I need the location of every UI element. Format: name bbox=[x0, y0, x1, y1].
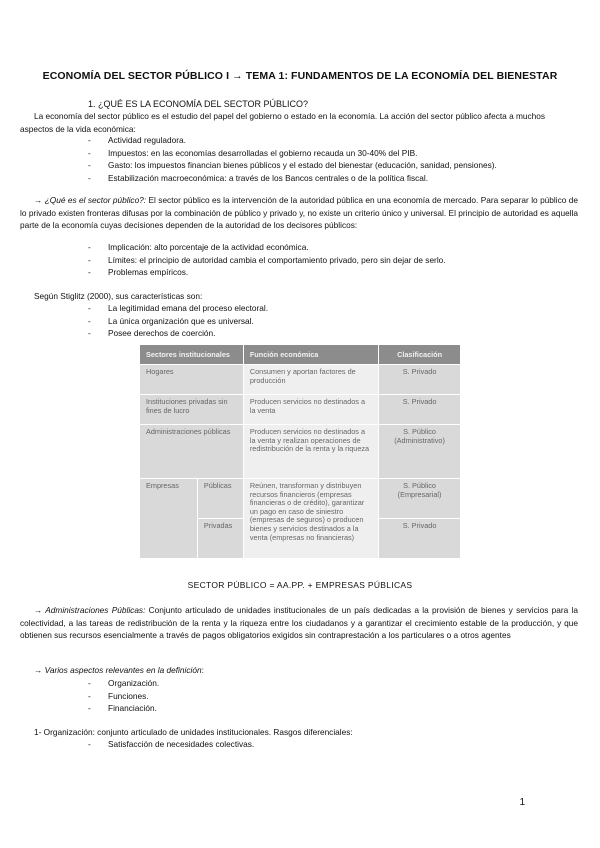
stiglitz-intro: Según Stiglitz (2000), sus características son: bbox=[34, 291, 203, 301]
table-row bbox=[140, 425, 461, 479]
list-item: - Estabilización macroeconómica: a través de los Bancos centrales o de la política fiscal. bbox=[88, 172, 429, 183]
table-cell: Instituciones privadas sin fines de lucro bbox=[140, 395, 244, 425]
table-cell: Administraciones públicas bbox=[140, 425, 244, 479]
column-header: Sectores institucionales bbox=[140, 345, 244, 365]
list-item: - Financiación. bbox=[88, 703, 157, 713]
document-title: ECONOMÍA DEL SECTOR PÚBLICO I → TEMA 1: FUNDAMENTOS DE LA ECONOMÍA DEL BIENESTAR bbox=[42, 70, 558, 82]
column-header: Clasificación bbox=[379, 345, 461, 365]
table-cell: Empresas bbox=[140, 479, 198, 559]
table-row bbox=[140, 395, 461, 425]
list-item: - Organización. bbox=[88, 678, 160, 688]
table-cell: Públicas bbox=[197, 479, 243, 519]
table-cell: Producen servicios no destinados a la venta bbox=[243, 395, 378, 425]
intro-paragraph: La economía del sector público es el estudio del papel del gobierno o estado en la economía. La acción del sector público afecta a muchos aspectos de la vida económica: bbox=[20, 111, 546, 134]
table-cell: S. Privado bbox=[379, 365, 461, 395]
column-header: Función económica bbox=[243, 345, 378, 365]
table-cell: S. Privado bbox=[379, 395, 461, 425]
sector-activity-list bbox=[88, 134, 497, 184]
page-number: 1 bbox=[519, 797, 525, 808]
authority-list bbox=[88, 241, 446, 279]
sector-formula: SECTOR PÚBLICO = AA.PP. + EMPRESAS PÚBLICAS bbox=[187, 580, 413, 590]
table-cell: S. Público (Empresarial) bbox=[379, 479, 461, 519]
aspects-intro: → Varios aspectos relevantes en la definición: bbox=[34, 665, 204, 675]
list-item: - Implicación: alto porcentaje de la actividad económica. bbox=[88, 242, 309, 252]
table-row bbox=[140, 365, 461, 395]
organization-paragraph: 1- Organización: conjunto articulado de unidades institucionales. Rasgos diferenciales: bbox=[34, 727, 353, 737]
aspects-list bbox=[88, 677, 159, 715]
list-item: - Funciones. bbox=[88, 690, 149, 701]
table-cell: Hogares bbox=[140, 365, 244, 395]
table-cell: Consumen y aportan factores de producción bbox=[243, 365, 378, 395]
table-cell: S. Público (Administrativo) bbox=[379, 425, 461, 479]
institutional-sectors-table bbox=[139, 344, 461, 559]
section-heading: 1. ¿QUÉ ES LA ECONOMÍA DEL SECTOR PÚBLICO? bbox=[88, 99, 309, 109]
list-item: - Satisfacción de necesidades colectivas. bbox=[88, 739, 255, 749]
table-cell: Privadas bbox=[197, 519, 243, 559]
list-item: - Actividad reguladora. bbox=[88, 135, 186, 145]
list-item: - Problemas empíricos. bbox=[88, 267, 189, 277]
table-header-row bbox=[140, 345, 461, 365]
list-item: - La única organización que es universal. bbox=[88, 315, 254, 326]
list-item: - Impuestos: en las economías desarrolladas el gobierno recauda un 30-40% del PIB. bbox=[88, 147, 418, 158]
list-item: - Posee derechos de coerción. bbox=[88, 328, 216, 338]
list-item: - La legitimidad emana del proceso electoral. bbox=[88, 303, 269, 313]
list-item: - Gasto: los impuestos financian bienes públicos y el estado del bienestar (educación, sanidad, pensiones). bbox=[88, 160, 497, 170]
table-cell: Producen servicios no destinados a la venta y realizan operaciones de redistribución de la renta y la riqueza bbox=[243, 425, 378, 479]
table-cell: Reúnen, transforman y distribuyen recursos financieros (empresas financieras o de crédito), garantizar un pago en caso de siniestro (empresas de seguros) o producen bienes y servicios destinados a la venta (empresas no financieras) bbox=[243, 479, 378, 559]
sector-definition-paragraph: → ¿Qué es el sector público?: El sector público es la intervención de la autoridad pública en una economía de mercado. Para separar lo público de lo privado existen fronteras difusas por la combinación de público y privado y, no existe un criterio único y universal. El principio de autoridad es aquella parte de la economía cuyas decisiones dependen de la autoridad de los decisores públicos: bbox=[20, 195, 578, 230]
admin-definition-paragraph: → Administraciones Públicas: Conjunto articulado de unidades institucionales de un país dedicadas a la provisión de bienes y servicios para la colectividad, a las tareas de redistribución de la renta y la riqueza entre los ciudadanos y a garantizar el crecimiento estable de la producción, y que obtienen sus recursos esencialmente a través de pagos obligatorios exigidos sin contraprestación a los particulares o a otros agentes bbox=[20, 605, 578, 640]
characteristics-list bbox=[88, 302, 268, 340]
organization-list bbox=[88, 738, 254, 751]
table-cell: S. Privado bbox=[379, 519, 461, 559]
table-row bbox=[140, 479, 461, 519]
list-item: - Límites: el principio de autoridad cambia el comportamiento privado, pero sin dejar de serlo. bbox=[88, 254, 446, 265]
